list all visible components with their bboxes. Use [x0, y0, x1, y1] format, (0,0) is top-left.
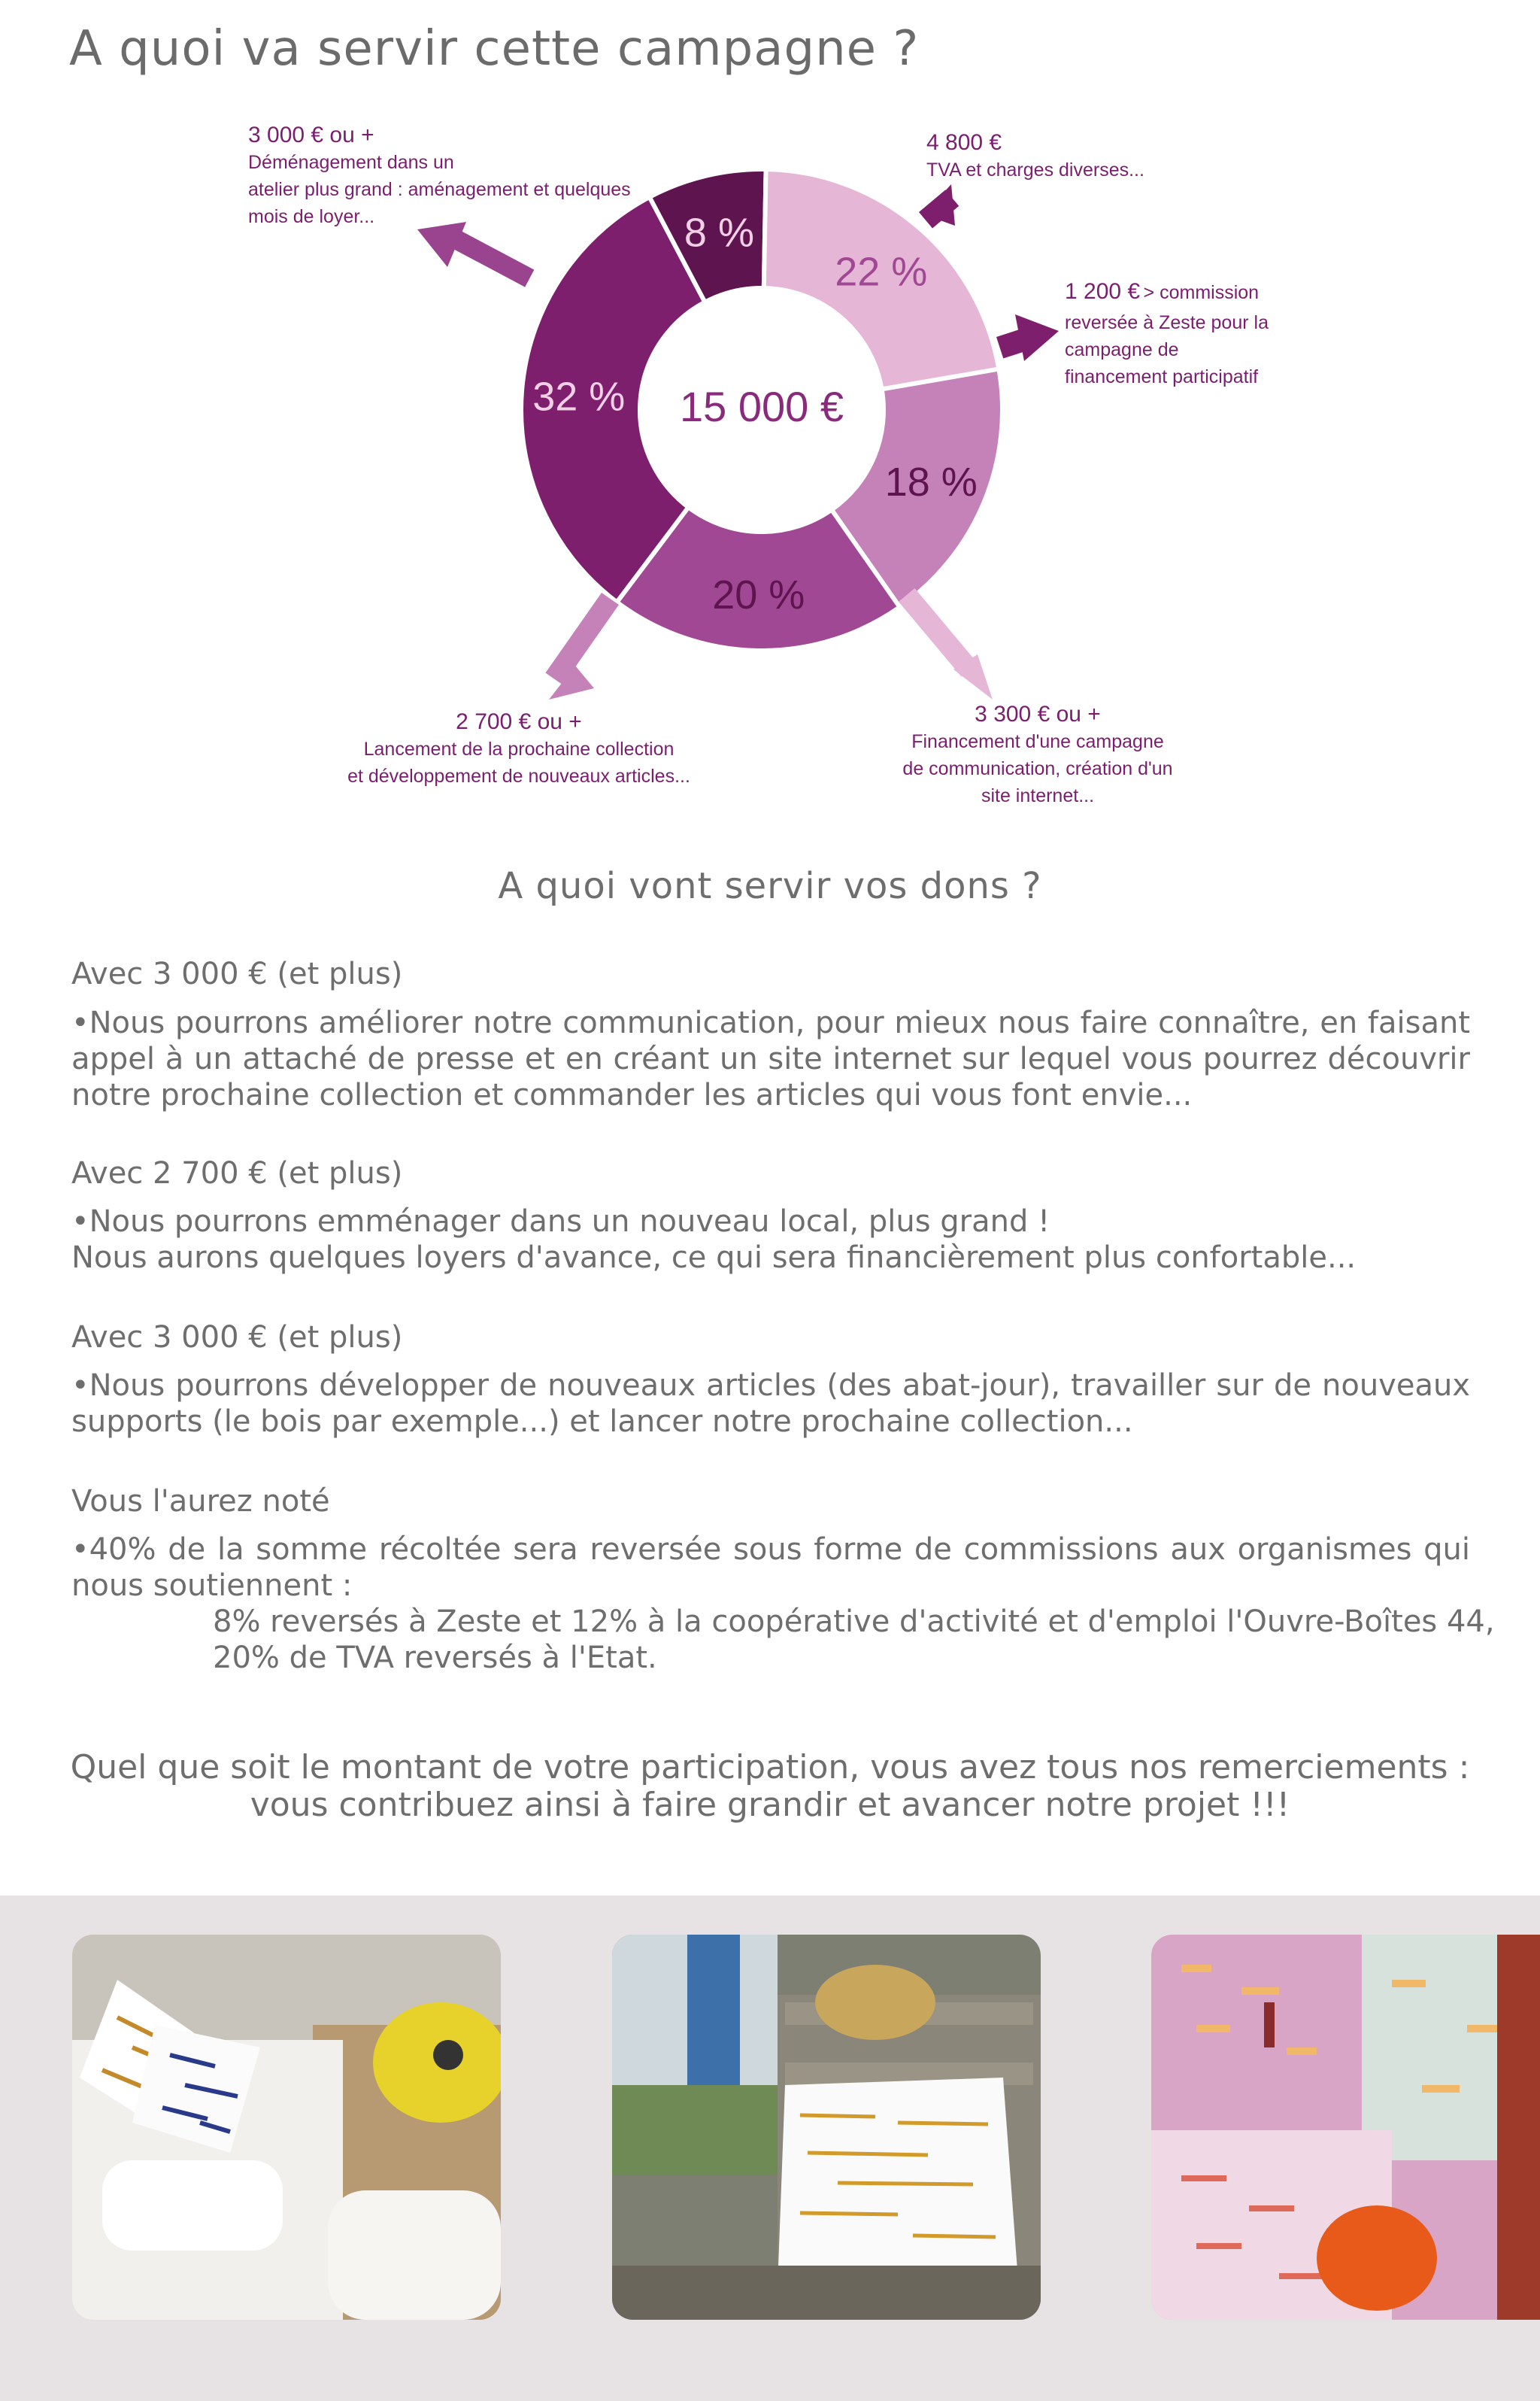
annotation-line: atelier plus grand : aménagement et quelques — [248, 179, 631, 200]
closing-line: Quel que soit le montant de votre participation, vous avez tous nos remerciements : — [70, 1748, 1470, 1786]
section-body: •Nous pourrons emménager dans un nouveau local, plus grand ! — [71, 1204, 1050, 1239]
annotation-line: mois de loyer... — [248, 206, 375, 227]
arrow-to-right-label — [996, 314, 1059, 361]
annotation-line: reversée à Zeste pour la — [1065, 312, 1269, 333]
donut-chart — [0, 0, 1540, 842]
annotation-line: site internet... — [981, 785, 1095, 806]
annotation-line: campagne de — [1065, 339, 1179, 360]
chart-center-label: 15 000 € — [680, 383, 844, 430]
annotation-line: et développement de nouveaux articles... — [347, 766, 690, 787]
annotation-amount: 3 300 € ou + — [975, 702, 1101, 727]
annotation-collection — [301, 709, 737, 790]
annotation-commission — [1065, 278, 1269, 390]
donut-slice-label-3: 18 % — [884, 459, 978, 505]
arrow-to-bottom-right-label — [899, 588, 993, 700]
photo-cushion-bench — [612, 1935, 1041, 2320]
section-heading: Avec 3 000 € (et plus) — [71, 957, 403, 991]
section-heading: Avec 3 000 € (et plus) — [71, 1320, 403, 1355]
annotation-line: Déménagement dans un — [248, 152, 454, 173]
annotation-demenagement — [248, 122, 631, 230]
annotation-amount: 1 200 € — [1065, 279, 1141, 304]
section-body: •40% de la somme récoltée sera reversée sous forme de commissions aux organismes qui nous soutiennent : — [71, 1532, 1470, 1603]
annotation-line: Financement d'une campagne — [911, 731, 1164, 752]
annotation-amount: 3 000 € ou + — [248, 123, 374, 147]
annotation-amount: 2 700 € ou + — [456, 709, 582, 734]
arrow-to-top-right-label — [919, 184, 959, 228]
donut-slice-label-2: 22 % — [835, 249, 928, 295]
annotation-line: financement participatif — [1065, 366, 1259, 387]
annotation-line: de communication, création d'un — [902, 758, 1173, 779]
annotation-line: Lancement de la prochaine collection — [363, 739, 675, 760]
section-body: 8% reversés à Zeste et 12% à la coopérative d'activité et d'emploi l'Ouvre-Boîtes 44, — [213, 1604, 1495, 1639]
photo-cushion-detail — [1151, 1935, 1540, 2320]
section-body: •Nous pourrons améliorer notre communication, pour mieux nous faire connaître, en faisant appel à un attaché de presse et en créant un site internet sur lequel vous pourrez découvrir notre prochaine collection et commander les articles qui vous font envie... — [71, 1006, 1470, 1112]
annotation-communication — [872, 701, 1203, 809]
donut-slice-label-0: 32 % — [532, 374, 626, 420]
arrow-to-bottom-left-label — [545, 593, 619, 700]
closing-line: vous contribuez ainsi à faire grandir et avancer notre projet !!! — [250, 1786, 1290, 1824]
section-body: Nous aurons quelques loyers d'avance, ce qui sera financièrement plus confortable... — [71, 1240, 1357, 1275]
annotation-line: TVA et charges diverses... — [926, 159, 1144, 181]
arrow-to-top-left-label — [417, 222, 534, 287]
section-body: 20% de TVA reversés à l'Etat. — [213, 1641, 657, 1675]
closing-message — [0, 1749, 1540, 1824]
annotation-amount: 4 800 € — [926, 130, 1002, 155]
section-body: •Nous pourrons développer de nouveaux articles (des abat-jour), travailler sur de nouveaux supports (le bois par exemple...) et lancer notre prochaine collection... — [71, 1368, 1470, 1439]
section-heading: Vous l'aurez noté — [71, 1484, 330, 1519]
donut-slice-label-1: 8 % — [684, 210, 754, 256]
section-title: A quoi vont servir vos dons ? — [498, 865, 1042, 907]
page-title: A quoi va servir cette campagne ? — [69, 21, 920, 77]
donut-slice-label-4: 20 % — [712, 572, 805, 618]
section-heading: Avec 2 700 € (et plus) — [71, 1156, 403, 1191]
annotation-tva — [926, 129, 1144, 184]
annotation-line: > commission — [1143, 282, 1260, 303]
photo-cushions-armchair — [72, 1935, 501, 2320]
